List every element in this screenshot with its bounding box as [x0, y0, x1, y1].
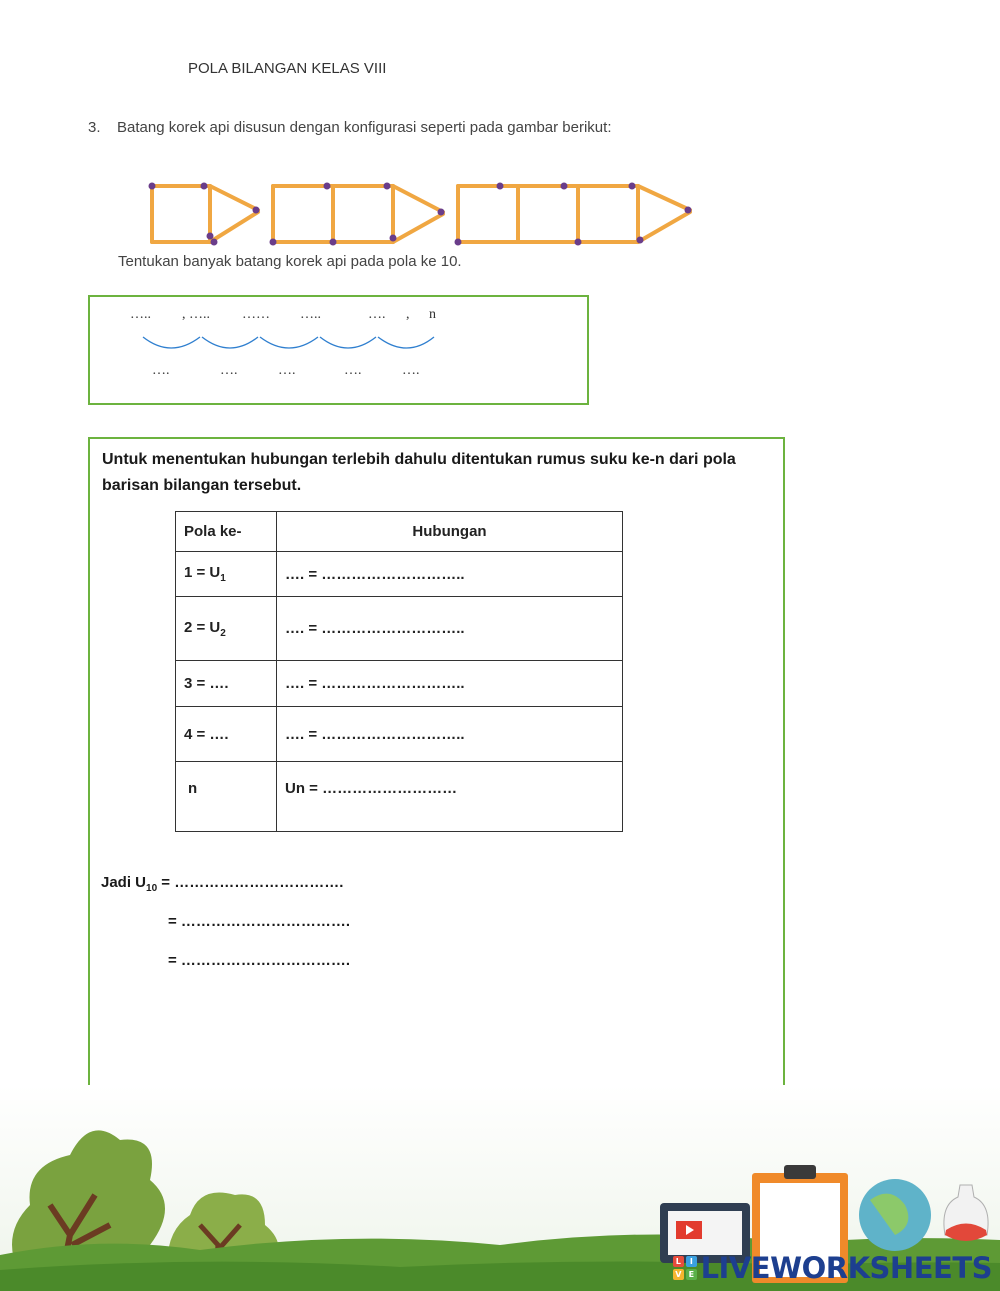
pola-cell[interactable]: 3 = …. [176, 661, 277, 707]
blank-diff-3[interactable]: …. [278, 363, 296, 378]
liveworksheets-logo[interactable] [673, 1251, 992, 1285]
blank-term-1[interactable]: ….. [130, 307, 151, 322]
blank-term-3[interactable]: …… [242, 307, 270, 322]
pola-cell: $1 = U_1$ [176, 552, 277, 597]
pattern-comma: , [406, 307, 410, 322]
pola-cell[interactable]: 4 = …. [176, 707, 277, 762]
intro-text: Untuk menentukan hubungan terlebih dahulu ditentukan rumus suku ke-n dari pola barisan bilangan tersebut. [102, 451, 736, 494]
question-line [88, 119, 611, 136]
pattern-box [88, 295, 589, 405]
relation-table [175, 511, 623, 832]
blank-term-2[interactable]: , ….. [182, 307, 210, 322]
jadi-line-1[interactable]: Jadi $U_{10}$ = ……………………………. [101, 874, 344, 894]
question-number: 3. [88, 119, 101, 136]
hubungan-cell[interactable]: Un = ……………………… [277, 762, 623, 832]
header-hubungan: Hubungan [277, 512, 623, 552]
blank-diff-4[interactable]: …. [344, 363, 362, 378]
blank-diff-2[interactable]: …. [220, 363, 238, 378]
blank-term-4[interactable]: ….. [300, 307, 321, 322]
formula-box [88, 437, 785, 1103]
hubungan-cell[interactable]: …. = ……………………….. [277, 552, 623, 597]
liveworksheets-logo-icon: L I V E [673, 1256, 697, 1280]
document-title: POLA BILANGAN KELAS VIII [188, 60, 387, 77]
hubungan-cell[interactable]: …. = ……………………….. [277, 661, 623, 707]
brand-text: LIVEWORKSHEETS [700, 1251, 992, 1285]
matchstick-pattern-image [140, 176, 700, 252]
hubungan-cell[interactable]: …. = ……………………….. [277, 707, 623, 762]
blank-term-5[interactable]: …. [368, 307, 386, 322]
blank-diff-1[interactable]: …. [152, 363, 170, 378]
hubungan-cell[interactable]: …. = ……………………….. [277, 597, 623, 661]
header-pola: Pola ke- [176, 512, 277, 552]
pattern-n: n [429, 307, 436, 322]
instruction-text: Tentukan banyak batang korek api pada pola ke 10. [118, 253, 462, 270]
blank-diff-5[interactable]: …. [402, 363, 420, 378]
pola-cell: $2 = U_2$ [176, 597, 277, 661]
question-text: Batang korek api disusun dengan konfigurasi seperti pada gambar berikut: [117, 119, 612, 136]
pola-cell: n [176, 762, 277, 832]
jadi-line-2[interactable]: = ……………………………. [168, 913, 351, 930]
jadi-line-3[interactable]: = ……………………………. [168, 952, 351, 969]
difference-arcs [140, 333, 440, 355]
